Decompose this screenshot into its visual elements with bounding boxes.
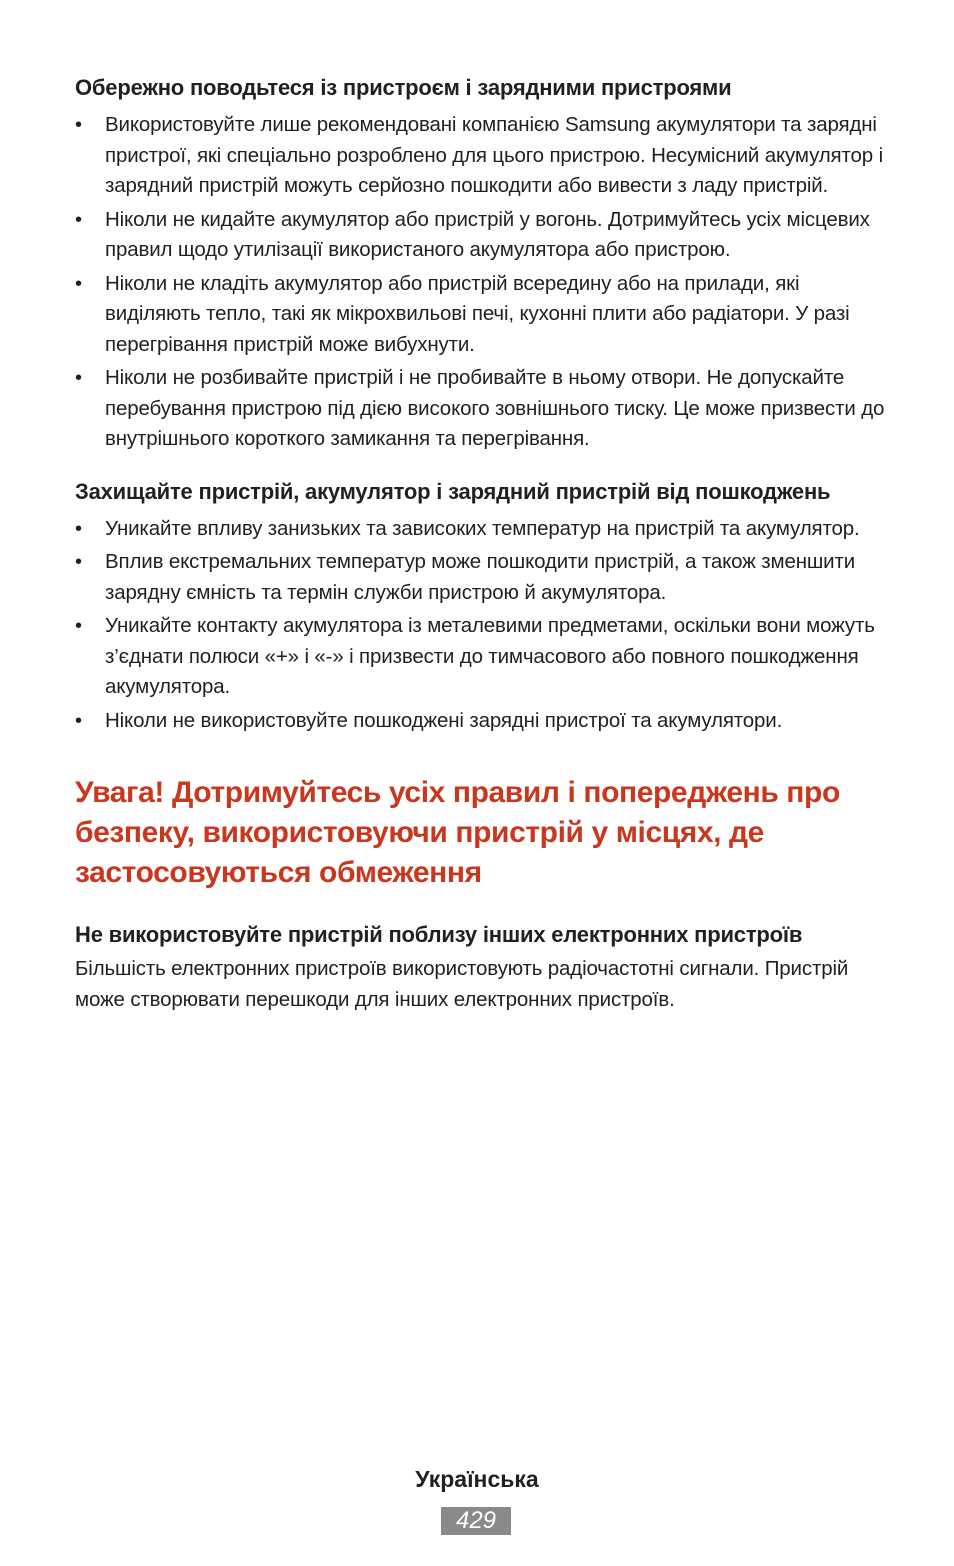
bullet-icon: • [75,709,82,732]
warning-heading: Увага! Дотримуйтесь усіх правил і попереджень про безпеку, використовуючи пристрій у місцях, де застосовуються обмеження [75,776,840,889]
list-item [75,514,885,545]
spacer [75,458,885,476]
bullet-icon: • [75,551,82,573]
list-item-text: Ніколи не розбивайте пристрій і не пробивайте в ньому отвори. Не допускайте перебування пристрою під дією високого зовнішнього тиску. Це може призвести до внутрішнього короткого замикання та перегрівання. [105,366,885,450]
section-heading-careful-handling: Обережно поводьтеся із пристроєм і зарядними пристроями [75,75,732,100]
section-heading-electronic-devices: Не використовуйте пристрій поблизу інших електронних пристроїв [75,922,803,947]
list-item-text: Ніколи не використовуйте пошкоджені зарядні пристрої та акумулятори. [105,708,783,732]
bullet-icon: • [75,615,82,637]
page-content [75,72,885,1015]
bullet-icon: • [75,114,82,136]
list-item [75,706,885,737]
list-item-text: Уникайте впливу занизьких та зависоких температур на пристрій та акумулятор. [105,516,860,540]
bullet-icon: • [75,272,82,295]
list-item-text: Уникайте контакту акумулятора із металевими предметами, оскільки вони можуть з’єднати полюси «+» і «-» і призвести до тимчасового або повного пошкодження акумулятора. [105,614,875,698]
list-item-text: Вплив екстремальних температур може пошкодити пристрій, а також зменшити зарядну ємність та термін служби пристрою й акумулятора. [105,550,856,604]
paragraph-electronic-devices: Більшість електронних пристроїв використовують радіочастотні сигнали. Пристрій може створювати перешкоди для інших електронних пристроїв. [75,957,849,1011]
spacer [75,893,885,919]
page-number-badge: 429 [441,1507,511,1535]
list-item-text: Використовуйте лише рекомендовані компанією Samsung акумулятори та зарядні пристрої, які спеціально розроблено для цього пристрою. Несумісний акумулятор і зарядний пристрій можуть серйозно пошкодити або вивести з ладу пристрій. [105,113,883,197]
spacer [75,739,885,773]
bullet-list-protect-device [75,514,885,737]
bullet-icon: • [75,517,82,540]
list-item-text: Ніколи не кидайте акумулятор або пристрій у вогонь. Дотримуйтесь усіх місцевих правил щодо утилізації використаного акумулятора або пристрою. [105,207,870,261]
footer-language: Українська [415,1466,539,1492]
section-heading-protect-device: Захищайте пристрій, акумулятор і зарядний пристрій від пошкоджень [75,478,831,504]
list-item [75,363,885,455]
bullet-icon: • [75,367,82,389]
list-item-text: Ніколи не кладіть акумулятор або пристрій всередину або на прилади, які виділяють тепло, такі як мікрохвильові печі, кухонні плити або радіатори. У разі перегрівання пристрій може вибухнути. [105,271,850,356]
bullet-list-careful-handling [75,110,885,455]
list-item [75,611,885,703]
list-item [75,547,885,608]
list-item [75,205,885,266]
list-item [75,269,885,361]
bullet-icon: • [75,208,82,231]
list-item [75,110,885,202]
